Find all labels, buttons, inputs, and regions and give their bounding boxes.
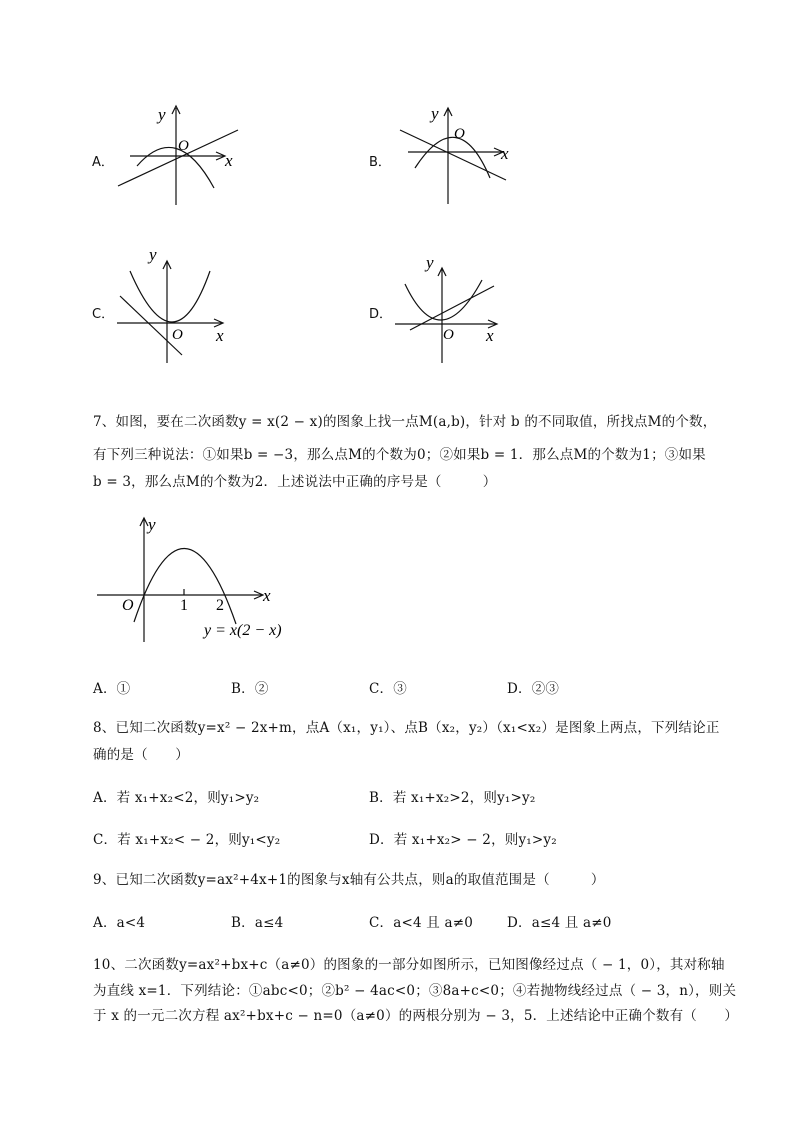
parabola (415, 137, 490, 178)
q7-choice-a: A．① (93, 681, 131, 697)
q10-line1: 10、二次函数y=ax²+bx+c（a≠0）的图象的一部分如图所示，已知图像经过点（ − 1，0），其对称轴 (93, 957, 725, 973)
q8-choice-a: A．若 x₁+x₂<2，则y₁>y₂ (93, 790, 260, 806)
q7-choice-c: C．③ (369, 681, 407, 697)
y-label: y (158, 105, 166, 124)
y-label: y (431, 104, 439, 123)
q7-graph (92, 512, 292, 647)
origin-label: O (178, 138, 189, 154)
q9-choice-a: A．a<4 (93, 915, 146, 931)
tick-label-2: 2 (216, 597, 224, 614)
option-b-label: B． (369, 155, 391, 170)
option-c-graph (112, 243, 247, 368)
x-label: x (263, 586, 271, 605)
q7-line1: 7、如图，要在二次函数y = x(2 − x)的图象上找一点M(a,b)，针对 b 的不同取值，所找点M的个数， (93, 414, 717, 430)
line (120, 296, 182, 355)
origin-label: O (454, 126, 465, 142)
curve-equation: y = x(2 − x) (204, 622, 282, 639)
parabola (405, 280, 482, 320)
option-d-label: D． (369, 307, 393, 322)
q9-choice-c: C．a<4 且 a≠0 (369, 915, 474, 931)
origin-label: O (443, 327, 454, 343)
q8-choice-c: C．若 x₁+x₂< − 2，则y₁<y₂ (93, 832, 281, 848)
origin-label: O (172, 327, 183, 343)
q7-choice-b: B．② (231, 681, 269, 697)
line (410, 286, 494, 330)
y-label: y (148, 515, 156, 534)
x-label: x (486, 326, 494, 345)
q9-choice-d: D．a≤4 且 a≠0 (507, 915, 612, 931)
parabola (130, 271, 210, 322)
option-a-label: A． (92, 155, 114, 170)
q8-line1: 8、已知二次函数y=x² − 2x+m，点A（x₁，y₁）、点B（x₂，y₂）（x₁<x₂）是图象上两点，下列结论正 (93, 720, 720, 736)
y-label: y (426, 253, 434, 272)
x-label: x (216, 326, 224, 345)
y-label: y (149, 245, 157, 264)
q9-choice-b: B．a≤4 (231, 915, 284, 931)
option-b-graph (390, 96, 525, 206)
q9-line1: 9、已知二次函数y=ax²+4x+1的图象与x轴有公共点，则a的取值范围是（ ） (93, 872, 605, 888)
x-label: x (225, 151, 233, 170)
origin-label: O (122, 597, 134, 614)
q7-line3: b = 3，那么点M的个数为2．上述说法中正确的序号是（ ） (93, 474, 497, 490)
q7-choice-d: D．②③ (507, 681, 560, 697)
q7-line2: 有下列三种说法：①如果b = −3，那么点M的个数为0；②如果b = 1．那么点M的个数为1；③如果 (93, 447, 706, 463)
q8-choice-b: B．若 x₁+x₂>2，则y₁>y₂ (369, 790, 536, 806)
tick-label-1: 1 (180, 597, 188, 614)
q8-choice-d: D．若 x₁+x₂> − 2，则y₁>y₂ (369, 832, 557, 848)
q10-line3: 于 x 的一元二次方程 ax²+bx+c − n=0（a≠0）的两根分别为 − 3，5．上述结论中正确个数有（ ） (93, 1008, 739, 1024)
q8-line2: 确的是（ ） (93, 747, 189, 763)
option-c-label: C． (92, 307, 115, 322)
x-label: x (501, 144, 509, 163)
option-a-graph (112, 100, 247, 210)
q10-line2: 为直线 x=1．下列结论：①abc<0；②b² − 4ac<0；③8a+c<0；④若抛物线经过点（ − 3，n），则关 (93, 983, 737, 999)
option-d-graph (390, 248, 525, 368)
